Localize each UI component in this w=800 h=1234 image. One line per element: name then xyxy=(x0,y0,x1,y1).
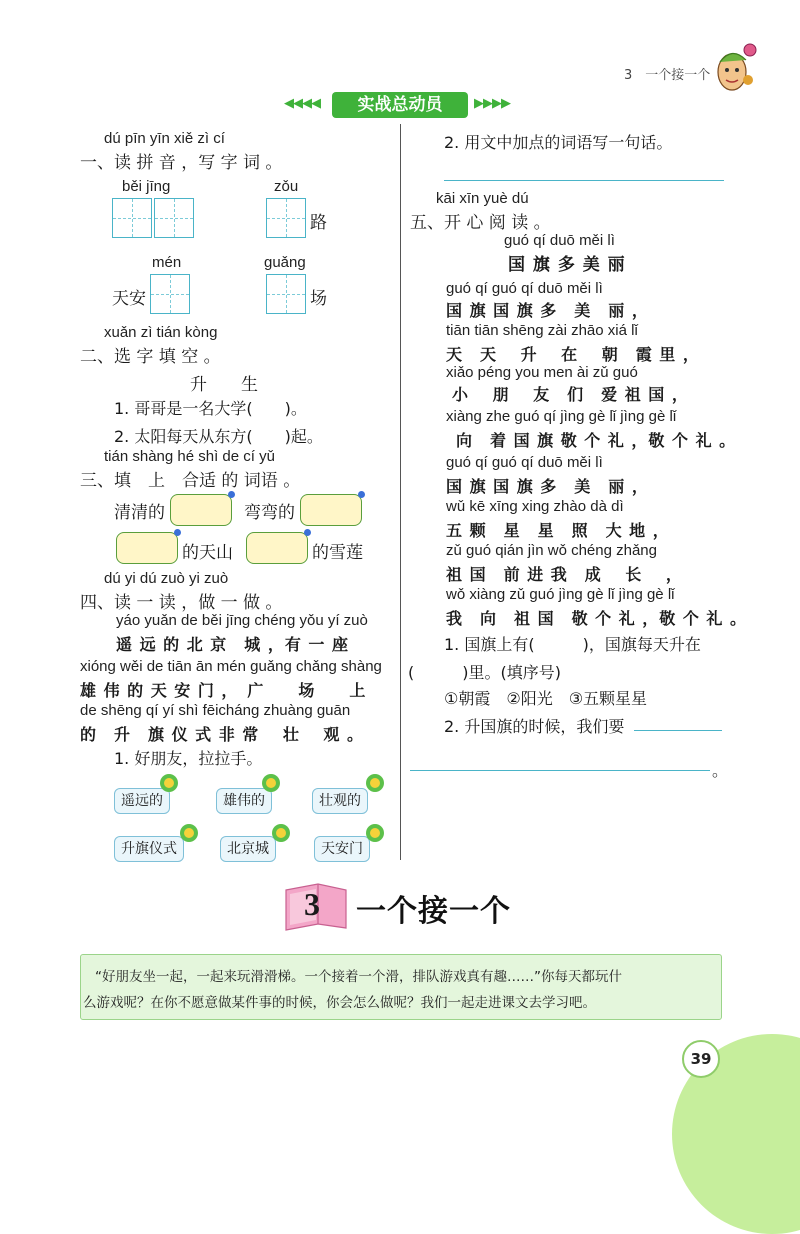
w4-suffix: 场 xyxy=(310,289,327,309)
s2-q2: 2. 太阳每天从东方( )起。 xyxy=(114,427,323,446)
poem-line: 祖 国 前 进 我 成 长 ， xyxy=(446,565,683,584)
s4-pinyin: dú yi dú zuò yi zuò xyxy=(104,570,229,587)
s2-title: 二、选 字 填 空 。 xyxy=(80,347,221,367)
write-grid-2[interactable] xyxy=(266,198,306,238)
s4-q1: 1. 好朋友，拉拉手。 xyxy=(114,749,263,768)
poem-line-pinyin: xiàng zhe guó qí jìng gè lǐ jìng gè lǐ xyxy=(446,408,677,425)
write-grid-1b[interactable] xyxy=(154,198,194,238)
poem-line-pinyin: zǔ guó qián jìn wǒ chéng zhǎng xyxy=(446,542,657,559)
flower-icon xyxy=(364,772,386,794)
poem-line: 向 着 国 旗 敬 个 礼 ，敬 个 礼 。 xyxy=(456,431,737,450)
banner-title: 实战总动员 xyxy=(332,92,468,118)
s2-choices: 升 生 xyxy=(190,375,258,395)
poem-line: 小 朋 友 们 爱 祖 国 ， xyxy=(452,385,689,404)
poem-line-pinyin: xiǎo péng you men ài zǔ guó xyxy=(446,364,638,381)
poem-line-pinyin: guó qí guó qí duō měi lì xyxy=(446,280,603,297)
s5-q1a: 1. 国旗上有( )，国旗每天升在 xyxy=(444,635,701,654)
word-tag-2[interactable]: 雄伟的 xyxy=(216,788,272,814)
lesson-title: 一个接一个 xyxy=(356,894,511,929)
flower-icon xyxy=(158,772,180,794)
s4-l3-pinyin: de shēng qí yí shì fēicháng zhuàng guān xyxy=(80,702,351,719)
write-grid-3[interactable] xyxy=(150,274,190,314)
write-grid-1a[interactable] xyxy=(112,198,152,238)
s5-q2: 2. 升国旗的时候，我们要 xyxy=(444,717,625,736)
fill-box-2[interactable] xyxy=(300,494,362,526)
word-tag-3[interactable]: 壮观的 xyxy=(312,788,368,814)
lesson-intro-line-2: 么游戏呢？在你不愿意做某件事的时候，你会怎么做呢？我们一起走进课文去学习吧。 xyxy=(83,995,596,1011)
s4-l1-pinyin: yáo yuǎn de běi jīng chéng yǒu yí zuò xyxy=(116,612,368,629)
lesson-number: 3 xyxy=(304,886,320,922)
s5-q1b: ( )里。(填序号) xyxy=(408,663,561,682)
w2-pinyin: zǒu xyxy=(274,178,299,195)
cartoon-character-icon xyxy=(712,40,758,96)
column-divider xyxy=(400,124,401,860)
s4-l2: 雄 伟 的 天 安 门 ， 广 场 上 xyxy=(80,681,367,700)
poem-line-pinyin: guó qí guó qí duō měi lì xyxy=(446,454,603,471)
lesson-intro-line-1: “好朋友坐一起，一起来玩滑滑梯。一个接着一个滑，排队游戏真有趣……”你每天都玩什 xyxy=(95,969,622,985)
s5-options: ①朝霞 ②阳光 ③五颗星星 xyxy=(444,689,648,708)
word-tag-5[interactable]: 北京城 xyxy=(220,836,276,862)
poem-title-pinyin: guó qí duō měi lì xyxy=(504,232,615,249)
fill-box-4[interactable] xyxy=(246,532,308,564)
poem-line: 五 颗 星 星 照 大 地 ， xyxy=(446,521,670,540)
word-tag-4[interactable]: 升旗仪式 xyxy=(114,836,184,862)
s4-l2-pinyin: xióng wěi de tiān ān mén guǎng chǎng shàng xyxy=(80,658,382,675)
right-q2: 2. 用文中加点的词语写一句话。 xyxy=(444,133,673,152)
s3-p4: 的雪莲 xyxy=(312,543,363,563)
write-grid-4[interactable] xyxy=(266,274,306,314)
flower-icon xyxy=(270,822,292,844)
flower-icon xyxy=(364,822,386,844)
poem-line: 天 天 升 在 朝 霞 里 ， xyxy=(446,345,700,364)
s2-pinyin: xuǎn zì tián kòng xyxy=(104,324,218,341)
page-number: 39 xyxy=(682,1040,720,1078)
s5-end: 。 xyxy=(712,761,729,780)
fill-box-3[interactable] xyxy=(116,532,178,564)
s1-title: 一、读 拼 音 ，写 字 词 。 xyxy=(80,153,283,173)
answer-line-2[interactable] xyxy=(634,730,722,731)
poem-line-pinyin: wǔ kē xīng xing zhào dà dì xyxy=(446,498,624,515)
s3-title: 三、填 上 合适 的 词语 。 xyxy=(80,471,301,491)
s3-p2: 弯弯的 xyxy=(244,503,295,523)
s3-pinyin: tián shàng hé shì de cí yǔ xyxy=(104,448,275,465)
header-lesson-ref: 3 一个接一个 xyxy=(624,68,711,83)
answer-line-3[interactable] xyxy=(410,770,710,771)
poem-line-pinyin: wǒ xiàng zǔ guó jìng gè lǐ jìng gè lǐ xyxy=(446,586,675,603)
s5-title: 五、开 心 阅 读 。 xyxy=(410,213,551,233)
flower-icon xyxy=(260,772,282,794)
s2-q1: 1. 哥哥是一名大学( )。 xyxy=(114,399,307,418)
poem-line: 我 向 祖 国 敬 个 礼 ，敬 个 礼 。 xyxy=(446,609,747,628)
fill-box-1[interactable] xyxy=(170,494,232,526)
w1-pinyin: běi jīng xyxy=(122,178,171,195)
s4-title: 四、读 一 读 ，做 一 做 。 xyxy=(80,593,283,613)
word-tag-1[interactable]: 遥远的 xyxy=(114,788,170,814)
w3-prefix: 天安 xyxy=(112,289,146,309)
poem-line-pinyin: tiān tiān shēng zài zhāo xiá lǐ xyxy=(446,322,638,339)
banner-arrows-left: ◀◀◀◀ xyxy=(284,96,320,111)
s4-l1: 遥 远 的 北 京 城 ，有 一 座 xyxy=(116,635,349,654)
w3-pinyin: mén xyxy=(152,254,182,271)
s3-p1: 清清的 xyxy=(114,503,165,523)
w2-suffix: 路 xyxy=(310,213,327,233)
s4-l3: 的 升 旗 仪 式 非 常 壮 观 。 xyxy=(80,725,364,744)
s1-pinyin: dú pīn yīn xiě zì cí xyxy=(104,130,225,147)
s5-pinyin: kāi xīn yuè dú xyxy=(436,190,529,207)
w4-pinyin: guǎng xyxy=(264,254,306,271)
poem-line: 国 旗 国 旗 多 美 丽 ， xyxy=(446,477,649,496)
poem-title: 国 旗 多 美 丽 xyxy=(508,255,626,275)
answer-line-1[interactable] xyxy=(444,180,724,181)
banner-arrows-right: ▶▶▶▶ xyxy=(474,96,510,111)
lesson-intro-box xyxy=(80,954,722,1020)
flower-icon xyxy=(178,822,200,844)
poem-line: 国 旗 国 旗 多 美 丽 ， xyxy=(446,301,649,320)
s3-p3: 的天山 xyxy=(182,543,233,563)
word-tag-6[interactable]: 天安门 xyxy=(314,836,370,862)
